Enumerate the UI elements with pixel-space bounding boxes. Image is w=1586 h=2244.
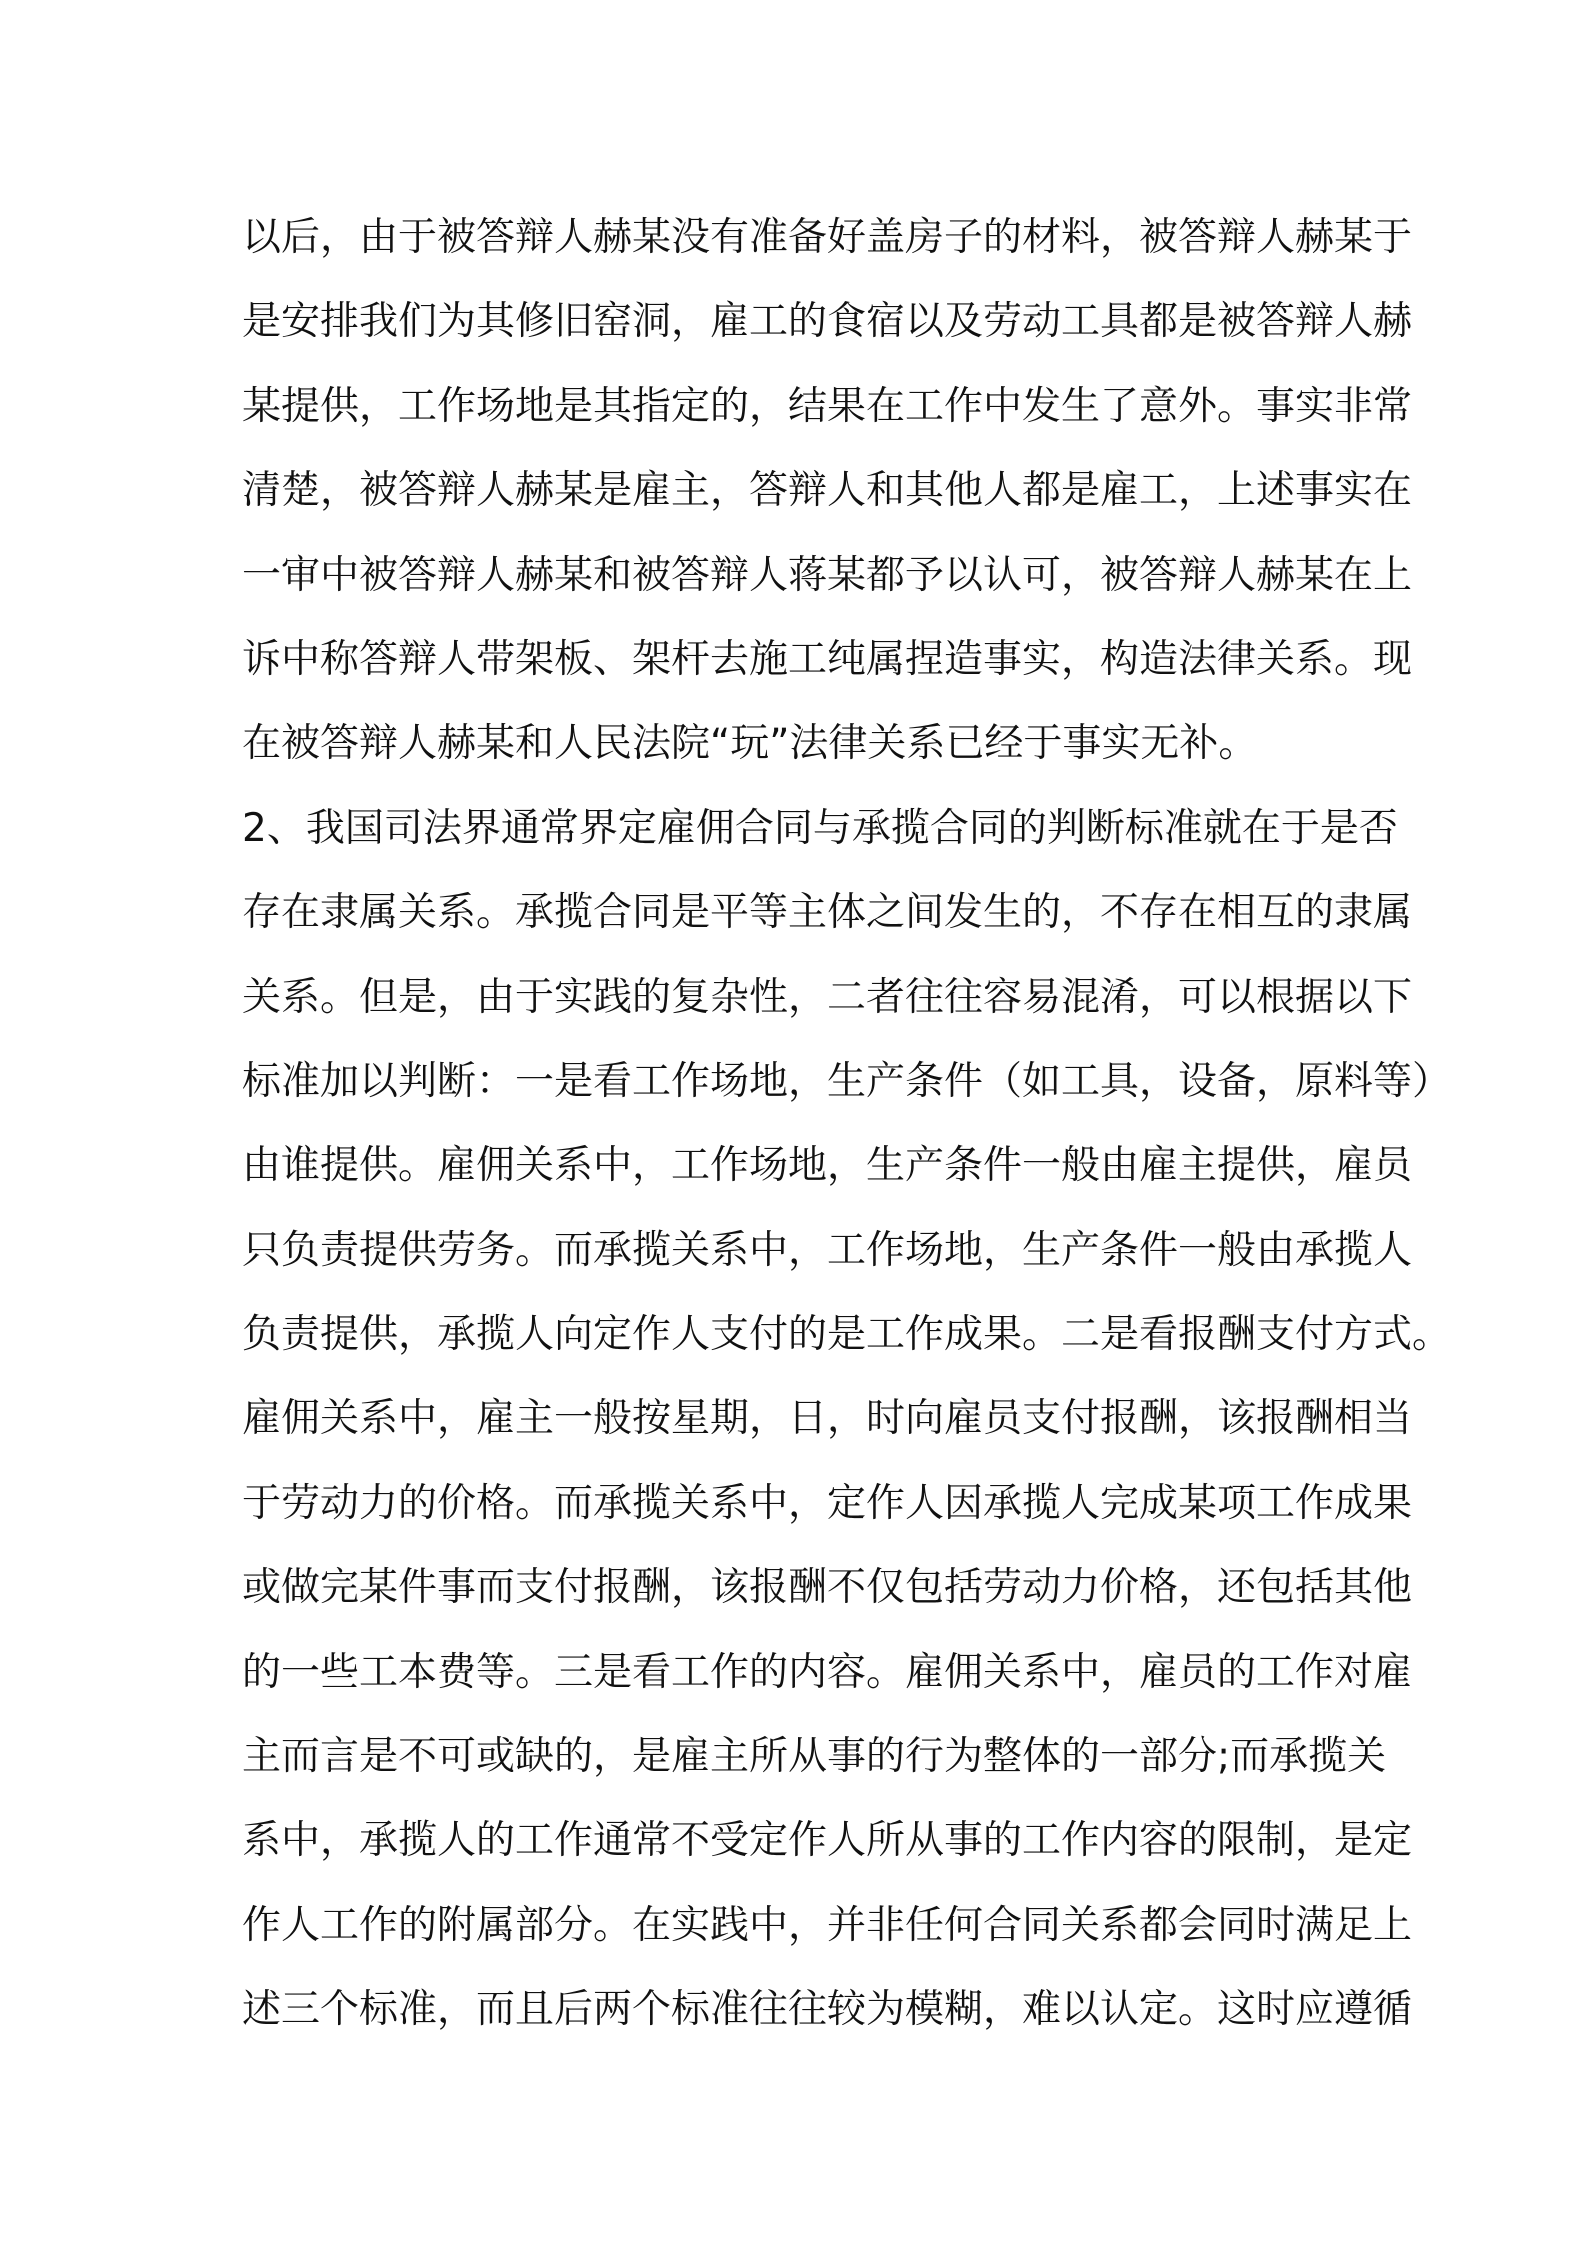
- body-text: [242, 196, 1452, 2053]
- text-line-13: 只负责提供劳务。而承揽关系中，工作场地，生产条件一般由承揽人: [242, 1227, 1413, 1273]
- text-line-11: 标准加以判断：一是看工作场地，生产条件（如工具，设备，原料等）: [242, 1058, 1452, 1104]
- text-line-3: 某提供，工作场地是其指定的，结果在工作中发生了意外。事实非常: [242, 383, 1413, 429]
- text-line-19: 主而言是不可或缺的，是雇主所从事的行为整体的一部分;而承揽关: [242, 1734, 1387, 1780]
- text-line-9: 存在隶属关系。承揽合同是平等主体之间发生的，不存在相互的隶属: [242, 890, 1413, 936]
- text-line-15: 雇佣关系中，雇主一般按星期，日，时向雇员支付报酬，该报酬相当: [242, 1396, 1413, 1442]
- text-line-5: 一审中被答辩人赫某和被答辩人蒋某都予以认可，被答辩人赫某在上: [242, 552, 1413, 598]
- text-line-10: 关系。但是，由于实践的复杂性，二者往往容易混淆，可以根据以下: [242, 974, 1413, 1020]
- numbered-paragraph-start: 2、我国司法界通常界定雇佣合同与承揽合同的判断标准就在于是否: [242, 805, 1398, 851]
- text-line-6: 诉中称答辩人带架板、架杆去施工纯属捏造事实，构造法律关系。现: [242, 636, 1413, 682]
- text-line-12: 由谁提供。雇佣关系中，工作场地，生产条件一般由雇主提供，雇员: [242, 1143, 1413, 1189]
- text-line-4: 清楚，被答辩人赫某是雇主，答辩人和其他人都是雇工，上述事实在: [242, 468, 1413, 514]
- paragraph-end-line: 在被答辩人赫某和人民法院“玩”法律关系已经于事实无补。: [242, 721, 1258, 767]
- text-line-17: 或做完某件事而支付报酬，该报酬不仅包括劳动力价格，还包括其他: [242, 1565, 1413, 1611]
- text-line-18: 的一些工本费等。三是看工作的内容。雇佣关系中，雇员的工作对雇: [242, 1649, 1413, 1695]
- text-line-22: 述三个标准，而且后两个标准往往较为模糊，难以认定。这时应遵循: [242, 1987, 1413, 2033]
- text-line-1: 以后，由于被答辩人赫某没有准备好盖房子的材料，被答辩人赫某于: [242, 215, 1413, 260]
- text-line-16: 于劳动力的价格。而承揽关系中，定作人因承揽人完成某项工作成果: [242, 1480, 1413, 1526]
- text-line-21: 作人工作的附属部分。在实践中，并非任何合同关系都会同时满足上: [242, 1902, 1413, 1948]
- text-line-14: 负责提供，承揽人向定作人支付的是工作成果。二是看报酬支付方式。: [242, 1312, 1452, 1358]
- text-line-20: 系中，承揽人的工作通常不受定作人所从事的工作内容的限制，是定: [242, 1818, 1413, 1864]
- text-line-2: 是安排我们为其修旧窑洞，雇工的食宿以及劳动工具都是被答辩人赫: [242, 299, 1413, 345]
